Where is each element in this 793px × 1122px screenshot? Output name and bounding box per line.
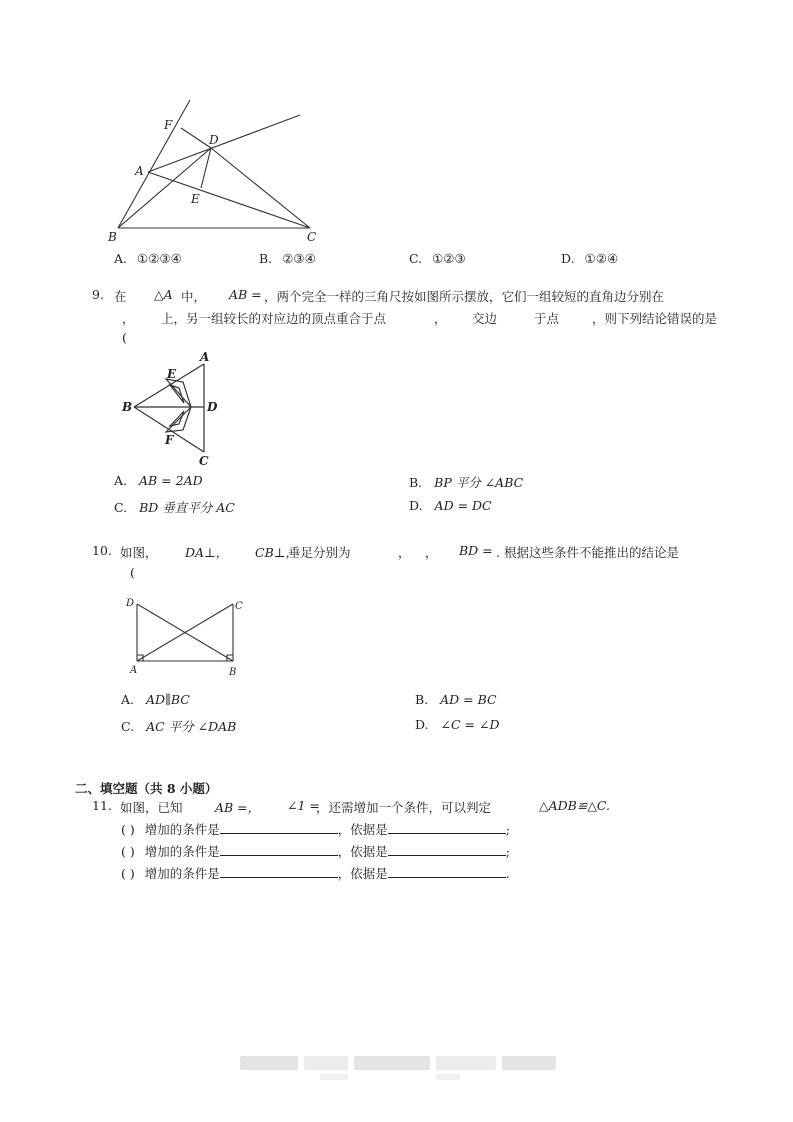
row-paren: ( ): [121, 844, 135, 859]
q9-ab: AB =: [229, 287, 262, 302]
option-text: AC 平分 ∠DAB: [146, 719, 237, 734]
q11-row-2: [121, 842, 510, 860]
option-letter: D.: [415, 717, 429, 732]
q8-label-d: D: [209, 133, 219, 147]
option-text: ∠C = ∠D: [440, 717, 500, 732]
q10-option-b[interactable]: [415, 692, 497, 707]
row-end: ;: [505, 844, 510, 859]
q9-answer-paren: (: [122, 330, 127, 345]
option-letter: A.: [121, 692, 135, 707]
q9-text-4: 上，另一组较长的对应边的顶点重合于点: [161, 311, 387, 326]
option-letter: D.: [561, 251, 575, 266]
row-label: 增加的条件是: [144, 844, 220, 859]
q9-text-7: ，则下列结论错误的是: [592, 311, 718, 326]
option-letter: A.: [114, 251, 128, 266]
q9-label-b: B: [122, 400, 133, 414]
q11-angle: ∠1 =: [287, 798, 320, 813]
row-end: ;: [505, 822, 510, 837]
blurred-footer-watermark: [240, 1052, 556, 1082]
q11-number: 11.: [92, 798, 112, 813]
basis-blank[interactable]: [388, 865, 506, 878]
q9-comma-2: ，: [434, 311, 447, 326]
q10-bd: BD =: [459, 543, 493, 558]
q10-comma-1: ，: [398, 545, 411, 560]
q10-text-1: 如图，: [120, 545, 158, 560]
q10-option-a[interactable]: [121, 692, 190, 707]
row-label: 增加的条件是: [144, 866, 220, 881]
option-letter: A.: [114, 473, 128, 488]
row-label: 增加的条件是: [144, 822, 220, 837]
q9-label-d: D: [207, 400, 218, 414]
q8-label-a: A: [135, 164, 144, 178]
option-letter: C.: [114, 500, 128, 515]
q8-label-e: E: [191, 192, 200, 206]
q8-label-c: C: [307, 230, 317, 244]
q9-option-d[interactable]: [409, 498, 492, 513]
q8-option-b[interactable]: [259, 251, 316, 266]
condition-blank[interactable]: [220, 843, 338, 856]
q10-figure: [122, 596, 248, 678]
option-text: AB = 2AD: [139, 473, 203, 488]
q9-comma-1: ，: [122, 311, 135, 326]
option-text: ①②④: [584, 251, 619, 266]
option-text: ①②③: [432, 251, 466, 266]
q9-text-6: 于点: [534, 311, 560, 326]
q9-label-e: E: [167, 367, 177, 381]
option-text: AD = DC: [434, 498, 492, 513]
q11-row-3: [121, 864, 510, 882]
option-letter: C.: [409, 251, 423, 266]
option-text: BD 垂直平分 AC: [139, 500, 235, 515]
q10-label-c: C: [235, 601, 243, 612]
q10-label-a: A: [130, 665, 138, 676]
row-mid: ，依据是: [337, 866, 388, 881]
q9-text-1: 在: [114, 289, 127, 304]
q9-option-c[interactable]: [114, 498, 235, 516]
option-letter: B.: [415, 692, 429, 707]
q9-triangle: △A: [154, 287, 173, 302]
q9-label-a: A: [200, 350, 210, 364]
condition-blank[interactable]: [220, 821, 338, 834]
q11-congruence: △ADB≌△C.: [539, 798, 611, 813]
q9-label-f: F: [165, 433, 174, 447]
basis-blank[interactable]: [388, 843, 506, 856]
q11-text-2: ，还需增加一个条件，可以判定: [316, 800, 492, 815]
q9-option-b[interactable]: [409, 473, 523, 491]
option-text: AD∥BC: [146, 692, 190, 707]
q11-text-1: 如图，已知: [120, 800, 183, 815]
q11-ab: AB =，: [215, 800, 261, 815]
q9-figure: [118, 348, 224, 470]
option-letter: D.: [409, 498, 423, 513]
q10-number: 10.: [92, 543, 112, 558]
section-heading: 二、填空题（共 8 小题）: [75, 781, 218, 796]
q8-label-b: B: [108, 230, 117, 244]
q10-cb: CB⊥，: [255, 545, 299, 560]
row-paren: ( ): [121, 822, 135, 837]
q9-option-a[interactable]: [114, 473, 203, 488]
q10-label-d: D: [126, 598, 135, 609]
q10-da: DA⊥，: [185, 545, 229, 560]
q9-text-3: ，两个完全一样的三角尺按如图所示摆放，它们一组较短的直角边分别在: [264, 289, 665, 304]
q10-answer-paren: (: [130, 565, 135, 580]
q8-option-c[interactable]: [409, 251, 466, 266]
option-letter: B.: [259, 251, 273, 266]
row-end: .: [505, 866, 510, 881]
q11-row-1: [121, 820, 510, 838]
option-letter: C.: [121, 719, 135, 734]
q9-text-5: 交边: [472, 311, 498, 326]
q8-option-d[interactable]: [561, 251, 618, 266]
q8-option-a[interactable]: [114, 251, 182, 266]
condition-blank[interactable]: [220, 865, 338, 878]
q8-label-f: F: [164, 118, 173, 132]
q8-figure: [100, 92, 317, 244]
option-text: AD = BC: [440, 692, 497, 707]
q9-text-2: 中，: [181, 289, 207, 304]
option-letter: B.: [409, 475, 423, 490]
q9-number: 9.: [92, 287, 104, 302]
row-paren: ( ): [121, 866, 135, 881]
q10-option-c[interactable]: [121, 717, 236, 735]
q10-label-b: B: [229, 667, 237, 678]
q10-option-d[interactable]: [415, 717, 500, 732]
q10-comma-2: ，: [425, 545, 438, 560]
q9-label-c: C: [199, 454, 209, 468]
basis-blank[interactable]: [388, 821, 506, 834]
option-text: ②③④: [282, 251, 316, 266]
q10-text-2: 垂足分别为: [288, 545, 351, 560]
row-mid: ，依据是: [337, 844, 388, 859]
option-text: BP 平分 ∠ABC: [434, 475, 524, 490]
option-text: ①②③④: [137, 251, 182, 266]
row-mid: ，依据是: [337, 822, 388, 837]
q10-text-3: . 根据这些条件不能推出的结论是: [496, 545, 679, 560]
